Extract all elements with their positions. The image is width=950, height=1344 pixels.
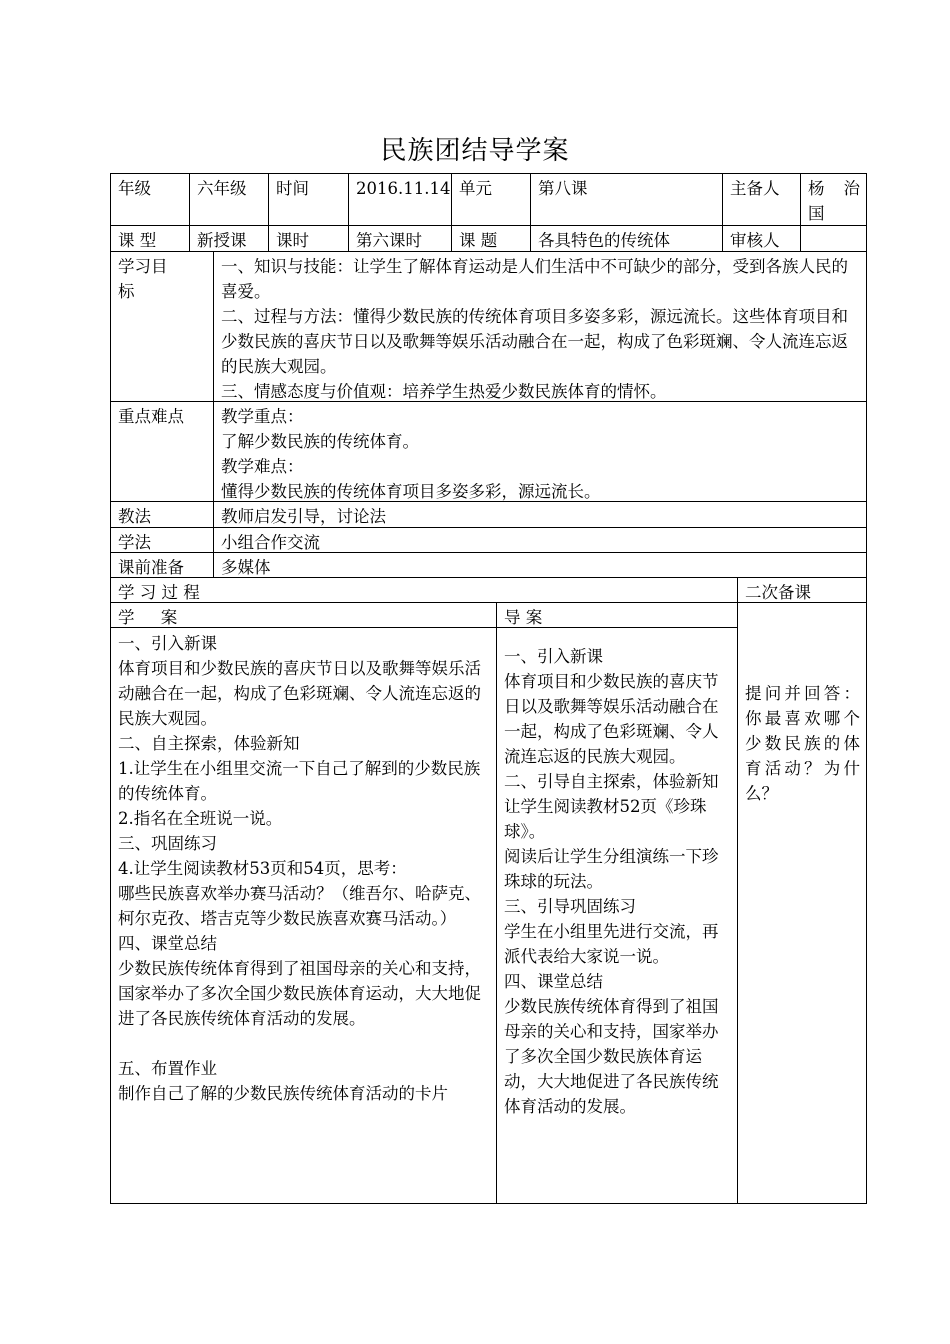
prep-value-cell: 多媒体 <box>213 552 867 578</box>
keypoint-line-3: 教学难点： <box>221 457 304 476</box>
keypoint-line-4: 懂得少数民族的传统体育项目多姿多彩，源远流长。 <box>221 482 601 501</box>
topic-label-cell: 课 题 <box>451 225 531 252</box>
daoan-section-2-heading: 二、引导自主探索，体验新知 <box>504 772 719 791</box>
xuean-section-2-text-1: 1.让学生在小组里交流一下自己了解到的少数民族的传统体育。 <box>118 759 481 803</box>
process-label-cell: 学 习 过 程 <box>110 577 738 603</box>
keypoints-content-cell <box>213 401 867 502</box>
study-label-cell: 学法 <box>110 527 214 553</box>
time-value-cell: 2016.11.14 <box>348 173 452 226</box>
period-value-cell: 第六课时 <box>348 225 452 252</box>
page-title: 民族团结导学案 <box>380 136 570 166</box>
type-label-cell: 课 型 <box>110 225 190 252</box>
daoan-label-cell: 导 案 <box>496 602 738 628</box>
xuean-section-3-text-1: 4.让学生阅读教材53页和54页，思考： <box>118 859 407 878</box>
preparer-value-cell: 杨 治 国 <box>800 173 867 226</box>
xuean-section-2-heading: 二、自主探索，体验新知 <box>118 734 300 753</box>
method-value-cell: 教师启发引导，讨论法 <box>213 501 867 528</box>
keypoint-line-1: 教学重点： <box>221 407 304 426</box>
daoan-section-2-text-2: 阅读后让学生分组演练一下珍珠球的玩法。 <box>504 847 719 891</box>
second-prep-content-cell <box>737 602 867 1204</box>
type-value-cell: 新授课 <box>189 225 269 252</box>
xuean-content-cell <box>110 627 497 1204</box>
daoan-section-4-heading: 四、课堂总结 <box>504 972 603 991</box>
keypoints-label-cell: 重点难点 <box>110 401 214 502</box>
second-prep-label-cell: 二次备课 <box>737 577 867 603</box>
period-label-cell: 课时 <box>268 225 349 252</box>
xuean-section-3-heading: 三、巩固练习 <box>118 834 217 853</box>
daoan-section-3-heading: 三、引导巩固练习 <box>504 897 636 916</box>
daoan-section-1-heading: 一、引入新课 <box>504 647 603 666</box>
xuean-section-5-text: 制作自己了解的少数民族传统体育活动的卡片 <box>118 1084 448 1103</box>
daoan-content-cell <box>496 627 738 1204</box>
keypoint-line-2: 了解少数民族的传统体育。 <box>221 432 419 451</box>
goals-content-cell <box>213 251 867 402</box>
daoan-section-4-text: 少数民族传统体育得到了祖国母亲的关心和支持，国家举办了多次全国少数民族体育运动，大大地促进了各民族传统体育活动的发展。 <box>504 997 719 1116</box>
study-value-cell: 小组合作交流 <box>213 527 867 553</box>
unit-value-cell: 第八课 <box>530 173 723 226</box>
reviewer-label-cell: 审核人 <box>722 225 801 252</box>
xuean-section-3-text-2: 哪些民族喜欢举办赛马活动？（维吾尔、哈萨克、柯尔克孜、塔吉克等少数民族喜欢赛马活动。） <box>118 884 481 928</box>
goal-process: 二、过程与方法：懂得少数民族的传统体育项目多姿多彩，源远流长。这些体育项目和少数民族的喜庆节日以及歌舞等娱乐活动融合在一起，构成了色彩斑斓、令人流连忘返的民族大观园。 <box>221 307 848 376</box>
goal-knowledge: 一、知识与技能：让学生了解体育运动是人们生活中不可缺少的部分，受到各族人民的喜爱。 <box>221 257 848 301</box>
method-label-cell: 教法 <box>110 501 214 528</box>
daoan-section-2-text-1: 让学生阅读教材52页《珍珠球》。 <box>504 797 707 841</box>
second-prep-question: 提问并回答：你最喜欢哪个少数民族的体育活动？为什么？ <box>745 684 860 803</box>
prep-label-cell: 课前准备 <box>110 552 214 578</box>
xuean-section-4-text: 少数民族传统体育得到了祖国母亲的关心和支持，国家举办了多次全国少数民族体育运动，大大地促进了各民族传统体育活动的发展。 <box>118 959 481 1028</box>
xuean-section-5-heading: 五、布置作业 <box>118 1059 217 1078</box>
daoan-section-1-text: 体育项目和少数民族的喜庆节日以及歌舞等娱乐活动融合在一起，构成了色彩斑斓、令人流连忘返的民族大观园。 <box>504 672 719 766</box>
xuean-section-1-text: 体育项目和少数民族的喜庆节日以及歌舞等娱乐活动融合在一起，构成了色彩斑斓、令人流连忘返的民族大观园。 <box>118 659 481 728</box>
time-label-cell: 时间 <box>268 173 349 226</box>
daoan-section-3-text: 学生在小组里先进行交流，再派代表给大家说一说。 <box>504 922 719 966</box>
reviewer-value-cell <box>800 225 867 252</box>
xuean-section-4-heading: 四、课堂总结 <box>118 934 217 953</box>
topic-value-cell: 各具特色的传统体 <box>530 225 723 252</box>
xuean-section-1-heading: 一、引入新课 <box>118 634 217 653</box>
goals-label-cell: 学习目标 <box>110 251 214 402</box>
grade-value-cell: 六年级 <box>189 173 269 226</box>
grade-label-cell: 年级 <box>110 173 190 226</box>
xuean-section-2-text-2: 2.指名在全班说一说。 <box>118 809 283 828</box>
preparer-label-cell: 主备人 <box>722 173 801 226</box>
unit-label-cell: 单元 <box>451 173 531 226</box>
xuean-label-cell: 学 案 <box>110 602 497 628</box>
goal-emotion: 三、情感态度与价值观：培养学生热爱少数民族体育的情怀。 <box>221 382 667 401</box>
